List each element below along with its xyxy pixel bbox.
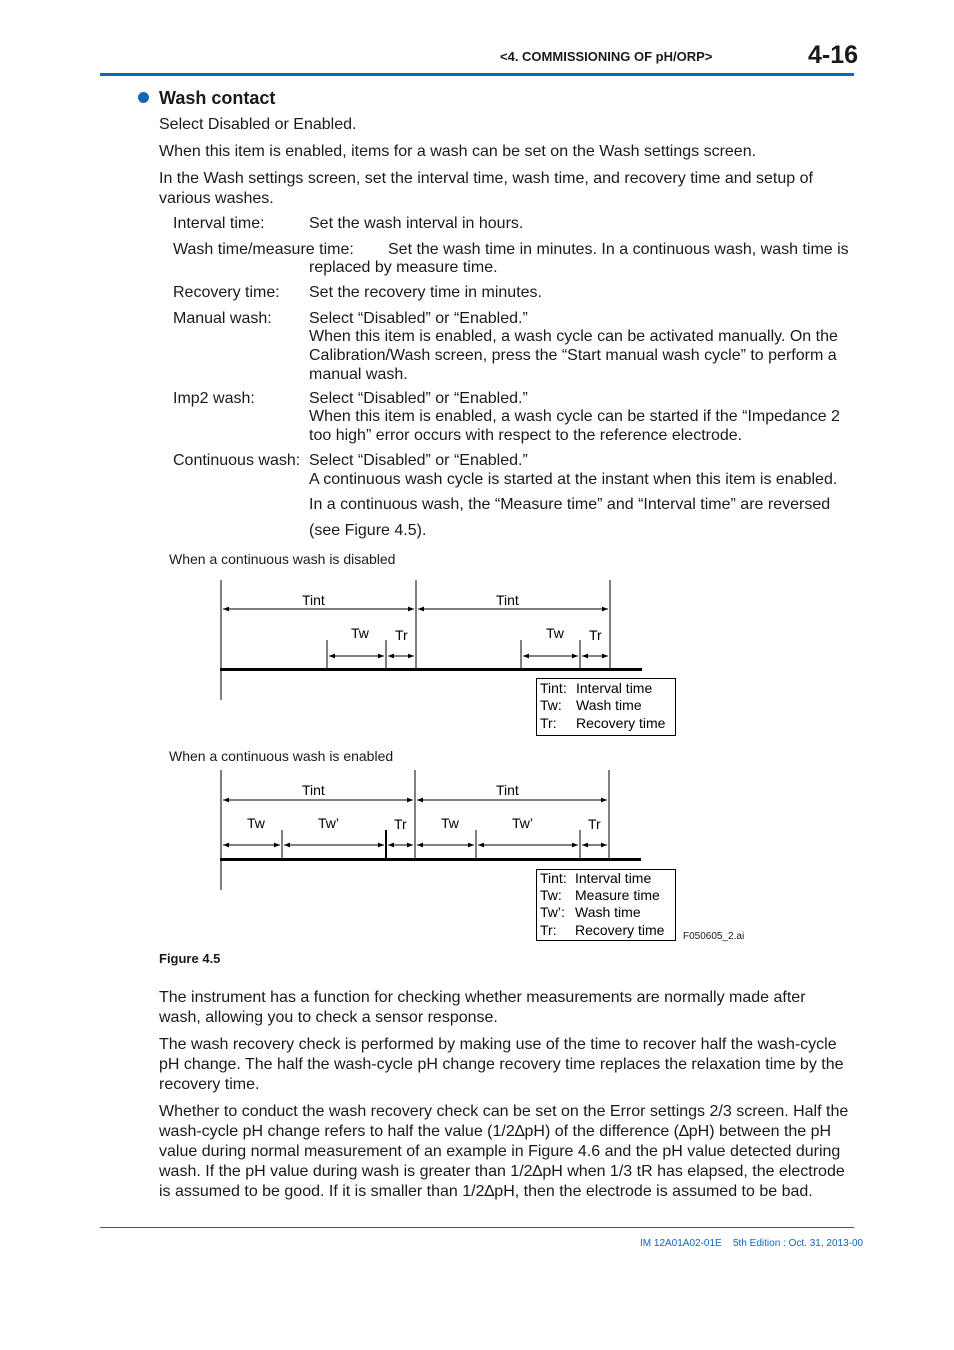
term-recovery-time: Recovery time: — [173, 284, 280, 301]
legend-key: Tint: — [540, 870, 567, 886]
term-interval-time: Interval time: — [173, 215, 265, 232]
label-tr: Tr — [589, 627, 602, 643]
label-tr: Tr — [395, 627, 408, 643]
label-tw: Tw — [546, 625, 564, 641]
desc-manual-wash-detail: When this item is enabled, a wash cycle can be activated manually. On the Calibration/Wash screen, press the “Start manual wash cycle” to perform a manual wash. — [309, 328, 838, 383]
label-tr: Tr — [394, 816, 407, 832]
desc-manual-wash: Select “Disabled” or “Enabled.” — [309, 310, 528, 327]
label-tw: Tw — [351, 625, 369, 641]
intro-paragraph-1: Select Disabled or Enabled. — [159, 116, 357, 133]
diagram-disabled-caption: When a continuous wash is disabled — [169, 551, 396, 567]
term-continuous-wash: Continuous wash: — [173, 452, 301, 469]
legend-key: Tr: — [540, 715, 557, 731]
desc-imp2-wash: Select “Disabled” or “Enabled.” — [309, 390, 528, 407]
desc-continuous-wash-ref: (see Figure 4.5). — [309, 522, 427, 539]
body-paragraph-3: Whether to conduct the wash recovery check can be set on the Error settings 2/3 screen. Half the wash-cycle pH change refers to half the value (1/2∆pH) of the difference (∆pH) between the pH value during normal measurement of an example in Figure 4.6 and the pH value detected during wash. If the pH value during wash is greater than 1/2∆pH when 1/3 tR has elapsed, the electrode is assumed to be good. If it is smaller than 1/2∆pH, then the electrode is assumed to be bad. — [159, 1103, 849, 1200]
desc-continuous-wash: Select “Disabled” or “Enabled.” — [309, 452, 528, 469]
figure-file-name: F050605_2.ai — [683, 931, 745, 942]
legend-text: Interval time — [575, 870, 652, 886]
legend-key: Tint: — [540, 680, 567, 696]
intro-paragraph-2: When this item is enabled, items for a wash can be set on the Wash settings screen. — [159, 143, 757, 160]
legend-text: Wash time — [575, 904, 641, 920]
label-tint: Tint — [496, 592, 519, 608]
body-paragraph-1: The instrument has a function for checking whether measurements are normally made after wash, allowing you to check a sensor response. — [159, 989, 806, 1026]
legend-key: Tr: — [540, 922, 557, 938]
legend-text: Recovery time — [575, 922, 665, 938]
label-tw: Tw — [247, 815, 265, 831]
label-twp: Tw’ — [318, 815, 339, 831]
label-tr: Tr — [588, 816, 601, 832]
label-tw: Tw — [441, 815, 459, 831]
footer-rule — [100, 1227, 854, 1228]
section-title: Wash contact — [159, 88, 276, 108]
edition: 5th Edition : Oct. 31, 2013-00 — [733, 1238, 864, 1249]
page-number: 4-16 — [808, 41, 859, 69]
legend-text: Wash time — [576, 697, 642, 713]
legend-text: Interval time — [576, 680, 653, 696]
legend-key: Tw’: — [540, 904, 565, 920]
legend-text: Recovery time — [576, 715, 666, 731]
desc-interval-time: Set the wash interval in hours. — [309, 215, 524, 232]
label-tint: Tint — [302, 592, 325, 608]
desc-wash-time: Set the wash time in minutes. In a continuous wash, wash time is — [388, 241, 849, 258]
desc-continuous-wash-detail: A continuous wash cycle is started at the instant when this item is enabled. — [309, 471, 838, 488]
doc-id: IM 12A01A02-01E — [640, 1238, 722, 1249]
chapter-title: <4. COMMISSIONING OF pH/ORP> — [500, 49, 713, 64]
label-twp: Tw’ — [512, 815, 533, 831]
desc-continuous-wash-note: In a continuous wash, the “Measure time” and “Interval time” are reversed — [309, 496, 831, 513]
label-tint: Tint — [496, 782, 519, 798]
term-imp2-wash: Imp2 wash: — [173, 390, 255, 407]
figure-label: Figure 4.5 — [159, 951, 221, 966]
label-tint: Tint — [302, 782, 325, 798]
diagram-enabled-caption: When a continuous wash is enabled — [169, 748, 394, 764]
diagram-disabled-labels — [302, 592, 666, 731]
desc-wash-time-cont: replaced by measure time. — [309, 259, 498, 276]
desc-imp2-wash-detail: When this item is enabled, a wash cycle can be started if the “Impedance 2 too high” error occurs with respect to the reference electrode. — [309, 408, 840, 444]
legend-text: Measure time — [575, 887, 660, 903]
body-paragraph-2: The wash recovery check is performed by making use of the time to recover half the wash-cycle pH change. The half the wash-cycle pH change recovery time replaces the relaxation time by the recovery time. — [159, 1036, 844, 1093]
legend-key: Tw: — [540, 887, 562, 903]
desc-recovery-time: Set the recovery time in minutes. — [309, 284, 542, 301]
intro-paragraph-3: In the Wash settings screen, set the interval time, wash time, and recovery time and setup of various washes. — [159, 170, 813, 207]
legend-key: Tw: — [540, 697, 562, 713]
term-manual-wash: Manual wash: — [173, 310, 272, 327]
term-wash-time: Wash time/measure time: — [173, 241, 354, 258]
